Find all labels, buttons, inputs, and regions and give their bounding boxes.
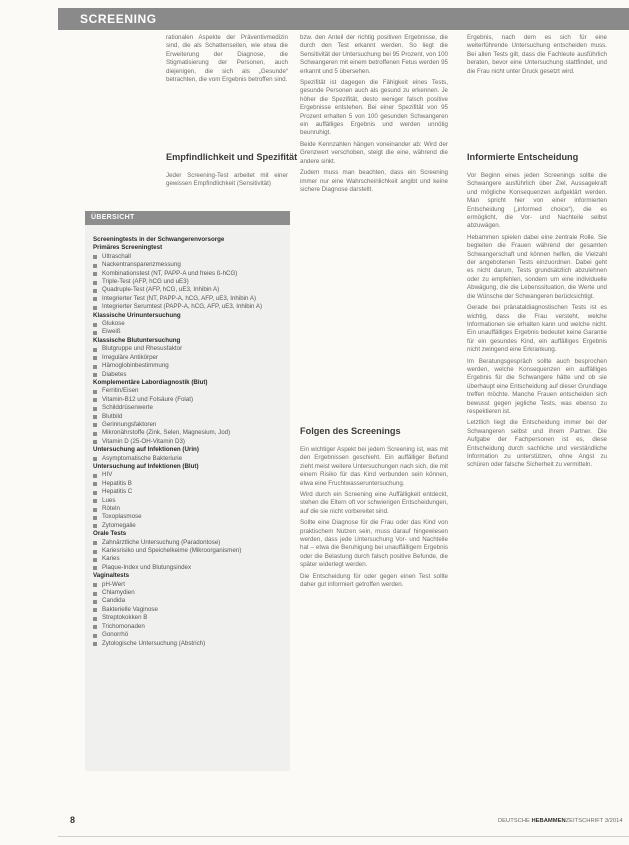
paragraph: Wird durch ein Screening eine Auffälligkeit entdeckt, stehen die Eltern oft vor schwierigen Entscheidungen, auf die sie nicht vorbereitet sind. bbox=[300, 491, 448, 515]
overview-list-item: Integrierter Serumtest (PAPP-A, hCG, AFP, uE3, Inhibin A) bbox=[93, 303, 285, 311]
overview-list-item: Vitamin D (25-OH-Vitamin D3) bbox=[93, 438, 285, 446]
overview-list-item: Quadruple-Test (AFP, hCG, uE3, Inhibin A) bbox=[93, 286, 285, 294]
paragraph: Gerade bei pränataldiagnostischen Tests ist es wichtig, dass die Frau versteht, welche Informationen sie erhalten kann und welche nicht. Ein unauffälliges Ergebnis bedeutet keine Garantie für ein gesundes Kind, ein auffälliges Ergebnis nicht zwingend eine Erkrankung. bbox=[467, 304, 607, 354]
column-2 bbox=[300, 34, 448, 197]
overview-section-title: Orale Tests bbox=[93, 530, 127, 538]
journal-footer bbox=[498, 818, 623, 824]
column-1 bbox=[166, 34, 288, 87]
overview-list-item: Chlamydien bbox=[93, 589, 285, 597]
overview-list-item: Schilddrüsenwerte bbox=[93, 404, 285, 412]
paragraph: Jeder Screening-Test arbeitet mit einer gewissen Empfindlichkeit (Sensitivität) bbox=[166, 172, 288, 188]
heading-consequences: Folgen des Screenings bbox=[300, 426, 401, 436]
overview-box-title: ÜBERSICHT bbox=[91, 214, 135, 221]
paragraph: Sollte eine Diagnose für die Frau oder das Kind von praktischem Nutzen sein, muss darauf hingewiesen werden, dass jede Untersuchung Vor- und Nachteile hat – etwa die Beruhigung bei unauffälligem Ergebnis oder die Belastung durch falsch positive Befunde, die später widerlegt werden. bbox=[300, 519, 448, 569]
column-3 bbox=[467, 34, 607, 79]
paragraph: Zudem muss man beachten, dass ein Screening immer nur eine Wahrscheinlichkeit angibt und keine sichere Diagnose darstellt. bbox=[300, 169, 448, 193]
overview-list-item: HIV bbox=[93, 471, 285, 479]
overview-list bbox=[93, 236, 285, 648]
page-number: 8 bbox=[70, 815, 76, 825]
journal-suffix: ZEITSCHRIFT 3/2014 bbox=[565, 818, 623, 824]
overview-section-title: Untersuchung auf Infektionen (Urin) bbox=[93, 446, 199, 454]
overview-list-item: Röteln bbox=[93, 505, 285, 513]
heading-informed-choice: Informierte Entscheidung bbox=[467, 152, 579, 162]
journal-prefix: DEUTSCHE bbox=[498, 818, 532, 824]
overview-list-item: Asymptomatische Bakteriurie bbox=[93, 455, 285, 463]
paragraph: Letztlich liegt die Entscheidung immer bei der Schwangeren selbst und ihrem Partner. Die Aufgabe der Fachpersonen ist es, diese Entscheidung durch sachliche und verständliche Information zu unterstützen, ohne Angst zu schüren oder falsche Sicherheit zu vermitteln. bbox=[467, 419, 607, 469]
overview-list-item: Kombinationstest (NT, PAPP-A und freies ß-hCG) bbox=[93, 270, 285, 278]
paragraph: Vor Beginn eines jeden Screenings sollte die Schwangere ausführlich über Ziel, Aussagekraft und mögliche Konsequenzen aufgeklärt werden. Man spricht hier von einer informierten Entscheidung („informed choice“), die es ermöglicht, die Vor- und Nachteile selbst abzuwägen. bbox=[467, 172, 607, 230]
column-1-tail bbox=[166, 172, 288, 192]
overview-list-item: Trichomonaden bbox=[93, 623, 285, 631]
overview-list-item: Candida bbox=[93, 597, 285, 605]
overview-list-item: Lues bbox=[93, 497, 285, 505]
overview-list-item: Hämoglobinbestimmung bbox=[93, 362, 285, 370]
overview-section-title: Klassische Blutuntersuchung bbox=[93, 336, 181, 344]
overview-list-item: Integrierter Test (NT, PAPP-A, hCG, AFP, uE3, Inhibin A) bbox=[93, 295, 285, 303]
overview-list-item: Hepatitis C bbox=[93, 488, 285, 496]
paragraph: Beide Kennzahlen hängen voneinander ab: Wird der Grenzwert verschoben, steigt die eine, während die andere sinkt. bbox=[300, 140, 448, 165]
paragraph: Im Beratungsgespräch sollte auch besprochen werden, welche Konsequenzen ein auffälliges Ergebnis für die Schwangere hätte und ob sie überhaupt eine Entscheidung auf dieser Grundlage treffen möchte. Manche Frauen entscheiden sich bewusst gegen jegliche Tests, was ebenso zu respektieren ist. bbox=[467, 357, 608, 415]
heading-sensitivity: Empfindlichkeit und Spezifität bbox=[166, 152, 298, 162]
overview-list-item: Glukose bbox=[93, 320, 285, 328]
overview-box-header bbox=[85, 211, 290, 225]
overview-list-item: Kariesrisiko und Speichelkeime (Mikroorganismen) bbox=[93, 547, 285, 555]
journal-name: HEBAMMEN bbox=[531, 818, 566, 824]
overview-section-title: Vaginaltests bbox=[93, 572, 130, 580]
overview-section-title: Untersuchung auf Infektionen (Blut) bbox=[93, 462, 199, 470]
overview-list-item: Nackentransparenzmessung bbox=[93, 261, 285, 269]
overview-list-item: Triple-Test (AFP, hCG und uE3) bbox=[93, 278, 285, 286]
overview-list-item: Eiweiß bbox=[93, 328, 285, 336]
overview-section-title: Primäres Screeningtest bbox=[93, 244, 163, 252]
paragraph: rationalen Aspekte der Präventivmedizin sind, die als Schattenseiten, wie etwa die Erweiterung der Diagnose, die Stigmatisierung der Personen, auch diejenigen, die sich als „Gesunde“ betrachten, die vom Ergebnis betroffen sind. bbox=[166, 34, 288, 84]
overview-list-item: Gerinnungsfaktoren bbox=[93, 421, 285, 429]
paragraph: Ergebnis, nach dem es sich für eine weiterführende Untersuchung entscheiden muss. Bei allen Tests gilt, dass die Fachleute ausführlich beraten, bevor eine Untersuchung stattfindet, und die Frau nicht unter Druck gesetzt wird. bbox=[467, 34, 607, 75]
overview-list-item: Diabetes bbox=[93, 371, 285, 379]
overview-list-item: Ferritin/Eisen bbox=[93, 387, 285, 395]
overview-list-item: pH-Wert bbox=[93, 581, 285, 589]
section-banner bbox=[58, 8, 629, 30]
section-title: SCREENING bbox=[80, 12, 157, 26]
overview-list-item: Zahnärztliche Untersuchung (Paradontose) bbox=[93, 539, 285, 547]
overview-list-item: Blutgruppe und Rhesusfaktor bbox=[93, 345, 285, 353]
overview-box bbox=[85, 211, 290, 771]
overview-list-item: Bakterielle Vaginose bbox=[93, 606, 285, 614]
overview-list-item: Karies bbox=[93, 555, 285, 563]
overview-list-item: Gonorrhö bbox=[93, 631, 285, 639]
overview-list-item: Plaque-Index und Blutungsindex bbox=[93, 564, 285, 572]
overview-list-item: Zytologische Untersuchung (Abstrich) bbox=[93, 640, 285, 648]
overview-list-item: Vitamin-B12 und Folsäure (Folat) bbox=[93, 396, 285, 404]
paragraph: Hebammen spielen dabei eine zentrale Rolle. Sie begleiten die Frauen während der gesamten Schwangerschaft und können helfen, die Vielzahl der angebotenen Tests einzuordnen. Dabei geht es nicht darum, Tests grundsätzlich abzulehnen oder zu empfehlen, sondern um eine individuelle Abwägung, die die Lebenssituation, die Werte und die Wünsche der Schwangeren berücksichtigt. bbox=[467, 233, 607, 300]
overview-list-item: Toxoplasmose bbox=[93, 513, 285, 521]
paragraph: Ein wichtiger Aspekt bei jedem Screening ist, was mit den Ergebnissen geschieht. Ein auffälliger Befund zieht meist weitere Untersuchungen nach sich, die mit einem Risiko für das Kind verbunden sein können, etwa eine Fruchtwasseruntersuchung. bbox=[300, 446, 448, 487]
column-2-continued bbox=[300, 446, 448, 593]
overview-list-item: Blutbild bbox=[93, 413, 285, 421]
paragraph: Spezifität ist dagegen die Fähigkeit eines Tests, gesunde Personen auch als gesund zu erkennen. Je höher die Spezifität, desto weniger falsch positive Ergebnisse entstehen. Bei einer Spezifität von 95 Prozent erhalten 5 von 100 gesunden Schwangeren ein auffälliges Ergebnis und werden unnötig beunruhigt. bbox=[300, 79, 448, 137]
overview-section-title: Klassische Urinuntersuchung bbox=[93, 311, 181, 319]
overview-list-item: Hepatitis B bbox=[93, 480, 285, 488]
overview-list-item: Mikronährstoffe (Zink, Selen, Magnesium, Jod) bbox=[93, 429, 285, 437]
overview-list-item: Streptokokken B bbox=[93, 614, 285, 622]
overview-section-title: Screeningtests in der Schwangerenvorsorge bbox=[93, 236, 225, 243]
paragraph: Die Entscheidung für oder gegen einen Test sollte daher gut informiert getroffen werden. bbox=[300, 572, 448, 589]
footer-rule bbox=[58, 836, 629, 837]
overview-list-item: Irreguläre Antikörper bbox=[93, 354, 285, 362]
overview-list-item: Ultraschall bbox=[93, 253, 285, 261]
column-3-continued bbox=[467, 172, 607, 473]
overview-list-item: Zytomegalie bbox=[93, 522, 285, 530]
overview-section-title: Komplementäre Labordiagnostik (Blut) bbox=[93, 378, 208, 386]
paragraph: bzw. den Anteil der richtig positiven Ergebnisse, die durch den Test erkannt werden. So liegt die Sensitivität der Untersuchung bei 95 Prozent, von 100 Schwangeren mit einem betroffenen Fetus werden 95 erkannt und 5 übersehen. bbox=[300, 34, 448, 75]
